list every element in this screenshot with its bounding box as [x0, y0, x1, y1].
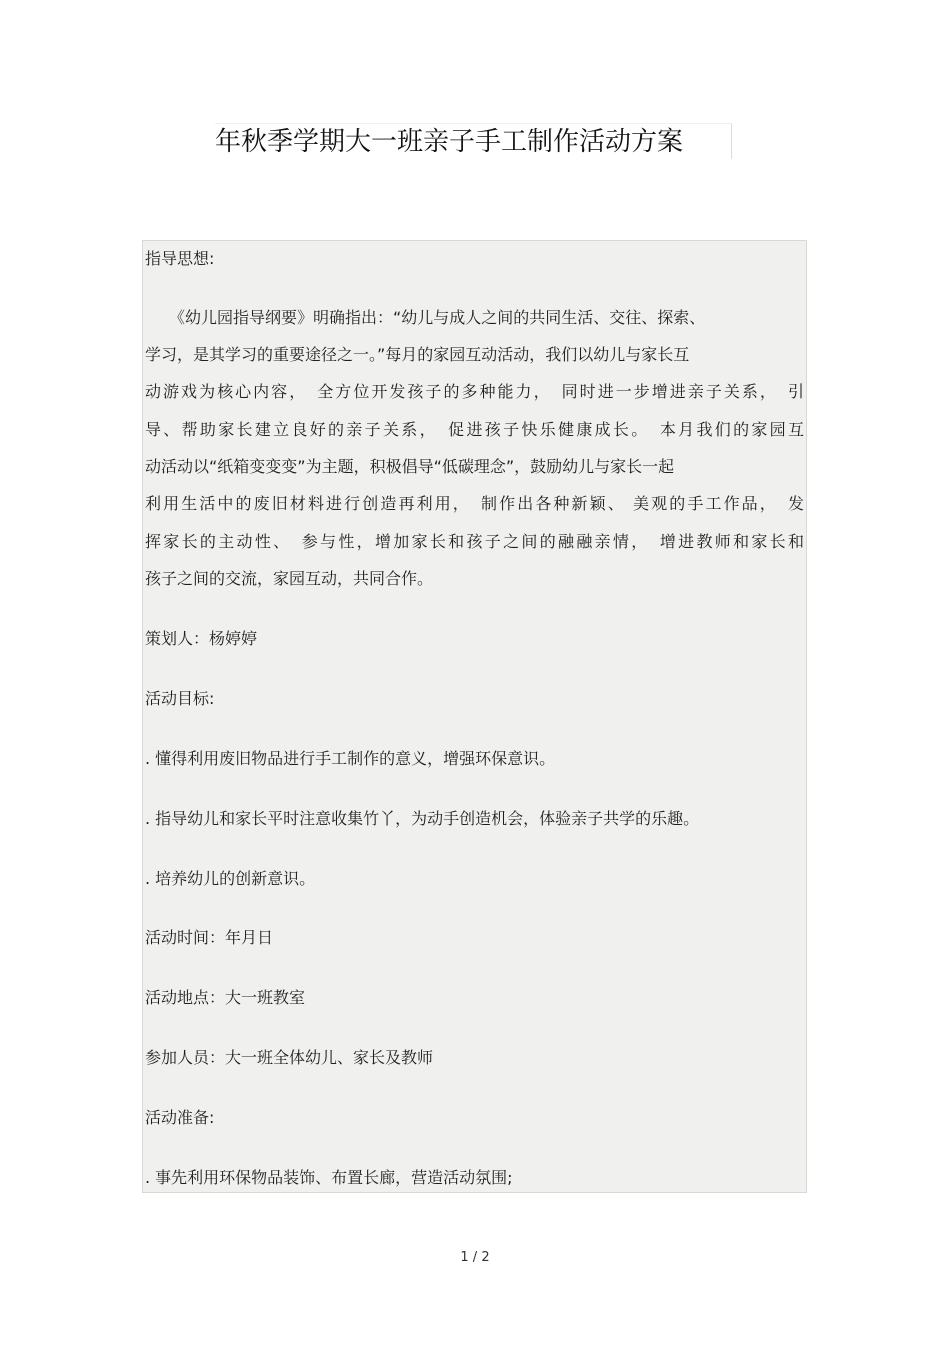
goal-item: . 指导幼儿和家长平时注意收集竹丫，为动手创造机会，体验亲子共学的乐趣。 — [145, 809, 700, 828]
preparation-item: . 事先利用环保物品装饰、布置长廊，营造活动氛围; — [145, 1168, 513, 1187]
activity-location: 活动地点：大一班教室 — [145, 988, 306, 1007]
document-body — [142, 240, 807, 1193]
guiding-line: 动活动以“纸箱变变变”为主题，积极倡导“低碳理念”，鼓励幼儿与家长一起 — [145, 457, 675, 476]
goal-item: . 懂得利用废旧物品进行手工制作的意义，增强环保意识。 — [145, 749, 556, 768]
guiding-line: 学习，是其学习的重要途径之一。”每月的家园互动活动，我们以幼儿与家长互 — [145, 345, 690, 364]
guiding-line: 孩子之间的交流，家园互动，共同合作。 — [145, 569, 434, 588]
page-number: 1 / 2 — [460, 1250, 490, 1265]
guiding-line: 导、帮助家长建立良好的亲子关系， 促进孩子快乐健康成长。 本月我们的家园互 — [145, 420, 804, 439]
planner: 策划人：杨婷婷 — [145, 629, 258, 648]
activity-participants: 参加人员：大一班全体幼儿、家长及教师 — [145, 1048, 434, 1067]
preparation-heading: 活动准备: — [145, 1108, 215, 1127]
goal-item: . 培养幼儿的创新意识。 — [145, 869, 316, 888]
document-title: 年秋季学期大一班亲子手工制作活动方案 — [215, 123, 732, 159]
activity-time: 活动时间：年月日 — [145, 928, 274, 947]
guiding-line: 《幼儿园指导纲要》明确指出：“幼儿与成人之间的共同生活、交往、探索、 — [169, 308, 706, 327]
guiding-heading: 指导思想: — [145, 249, 215, 268]
goals-heading: 活动目标: — [145, 689, 215, 708]
guiding-line: 挥家长的主动性、 参与性，增加家长和孩子之间的融融亲情， 增进教师和家长和 — [145, 532, 804, 551]
guiding-line: 利用生活中的废旧材料进行创造再利用， 制作出各种新颖、 美观的手工作品， 发 — [145, 494, 804, 513]
guiding-line: 动游戏为核心内容， 全方位开发孩子的多种能力， 同时进一步增进亲子关系， 引 — [145, 382, 804, 401]
